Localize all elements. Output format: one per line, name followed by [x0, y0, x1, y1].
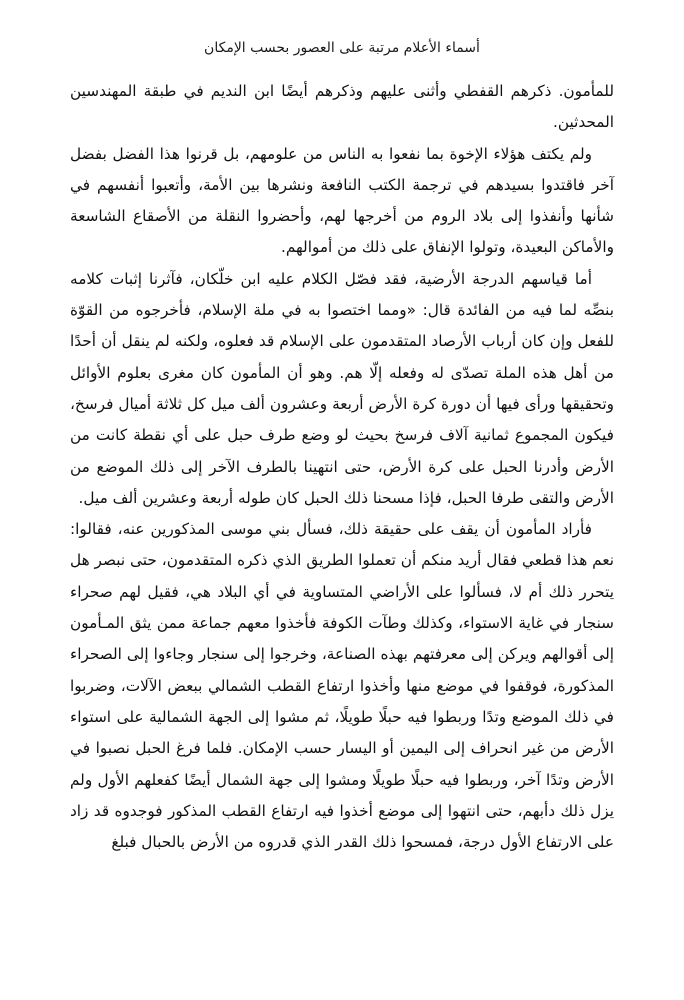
paragraph-earth-measurement: أما قياسهم الدرجة الأرضية، فقد فصّل الكلام عليه ابن خلّكان، فآثرنا إثبات كلامه بنصِّه لما فيه من الفائدة قال: «ومما اختصوا به في ملة الإسلام، فأخرجوه من القوّة للفعل وإن كان أرباب الأرصاد المتقدمون على الإسلام قد فعلوه، ولكنه لم ينقل أن أحدًا من أهل هذه الملة تصدّى له وفعله إلّا هم. وهو أن المأمون كان مغرى بعلوم الأوائل وتحقيقها ورأى فيها أن دورة كرة الأرض أربعة وعشرون ألف ميل كل ثلاثة أميال فرسخ، فيكون المجموع ثمانية آلاف فرسخ بحيث لو وضع طرف حبل على أي نقطة كانت من الأرض وأدرنا الحبل على كرة الأرض، حتى انتهينا بالطرف الآخر إلى ذلك الموضع من الأرض والتقى طرفا الحبل، فإذا مسحنا ذلك الحبل كان طوله أربعة وعشرين ألف ميل.: [70, 269, 614, 507]
body-text: [70, 76, 614, 858]
paragraph-sinjar-survey: فأراد المأمون أن يقف على حقيقة ذلك، فسأل بني موسى المذكورين عنه، فقالوا: نعم هذا قطعي فقال أريد منكم أن تعملوا الطريق الذي ذكره المتقدمون، حتى نبصر هل يتحرر ذلك أم لا، فسألوا على الأراضي المتساوية في أي البلاد هي، فقيل لهم صحراء سنجار في غاية الاستواء، وكذلك وطآت الكوفة فأخذوا معهم جماعة ممن يثق المـأمون إلى أقوالهم ويركن إلى معرفتهم بهذه الصناعة، وخرجوا إلى سنجار وجاءوا إلى الصحراء المذكورة، فوقفوا في موضع منها وأخذوا ارتفاع القطب الشمالي ببعض الآلات، وضربوا في ذلك الموضع وتدًا وربطوا فيه حبلًا طويلًا، ثم مشوا إلى الجهة الشمالية على استواء الأرض من غير انحراف إلى اليمين أو اليسار حسب الإمكان. فلما فرغ الحبل نصبوا في الأرض وتدًا آخر، وربطوا فيه حبلًا طويلًا ومشوا إلى جهة الشمال أيضًا كفعلهم الأول ولم يزل ذلك دأبهم، حتى انتهوا إلى موضع أخذوا فيه ارتفاع القطب المذكور فوجدوه قد زاد على الارتفاع الأول درجة، فمسحوا ذلك القدر الذي قدروه من الأرض بالحبال فبلغ: [70, 520, 614, 852]
paragraph-translation-efforts: ولم يكتف هؤلاء الإخوة بما نفعوا به الناس من علومهم، بل قرنوا هذا الفضل بفضل آخر فاقتدوا بسيدهم في ترجمة الكتب النافعة ونشرها بين الأمة، وأتعبوا أنفسهم في شأنها وأنفذوا إلى بلاد الروم من أخرجها لهم، وأحضروا النقلة من الأصقاع الشاسعة والأماكن البعيدة، وتولوا الإنفاق على ذلك من أموالهم.: [70, 144, 614, 257]
paragraph-continuation: للمأمون. ذكرهم القفطي وأثنى عليهم وذكرهم أيضًا ابن النديم في طبقة المهندسين المحدثين.: [70, 82, 614, 132]
running-title: أسماء الأعلام مرتبة على العصور بحسب الإمكان: [204, 40, 480, 56]
